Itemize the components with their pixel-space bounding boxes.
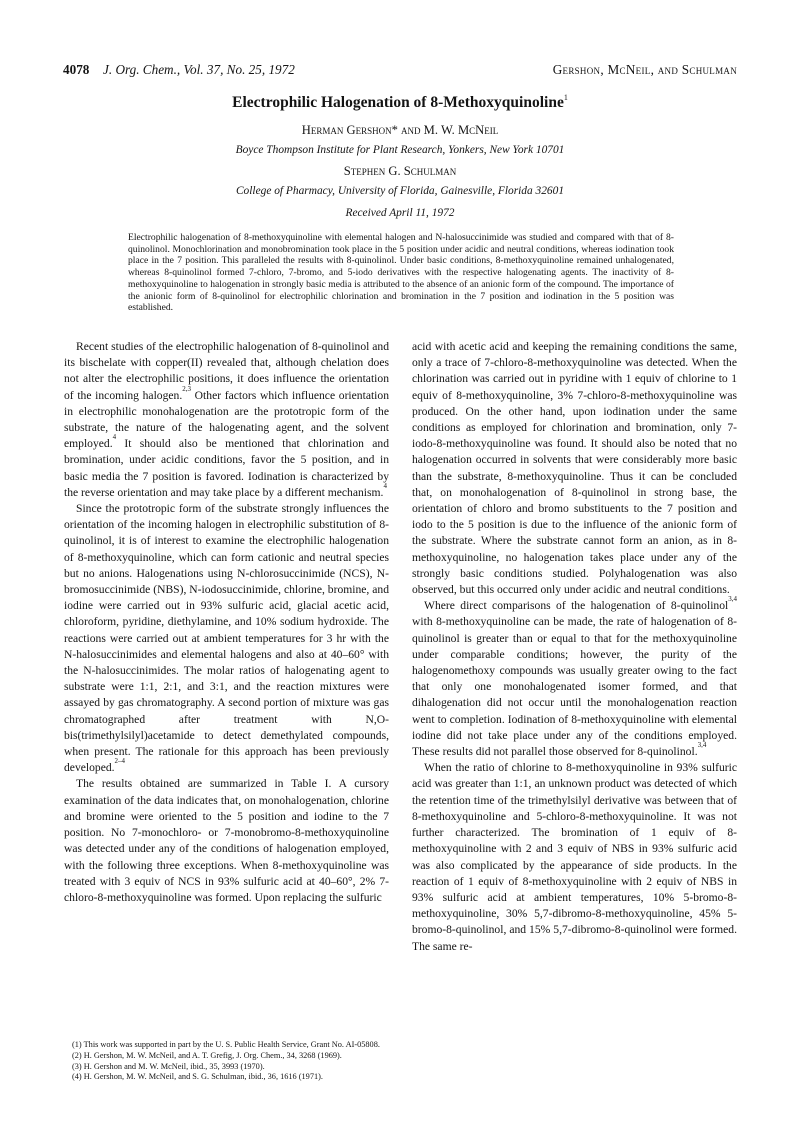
- title-footnote-mark: 1: [563, 93, 568, 102]
- affiliation-2: College of Pharmacy, University of Florida, Gainesville, Florida 32601: [235, 185, 565, 197]
- paragraph: [412, 595, 737, 760]
- abstract-text: Electrophilic halogenation of 8-methoxyquinoline with elemental halogen and N-halosuccinimide was studied and compared with that of 8-quinolinol. Monochlorination and monobromination took place in the 5 position under acidic and neutral conditions, whereas iodination took place in the 7 position. This paralleled the results with 8-quinolinol. Under basic conditions, 8-methoxyquinoline remained unhalogenated, whereas 8-quinolinol formed 7-chloro, 7-bromo, and 5-iodo derivatives with the respective halogenating agents. The inactivity of 8-methoxyquinoline to halogenation in strongly basic media is attributed to the absence of an anionic form of the compound. The importance of the anionic form of 8-quinolinol for electrophilic chlorination and bromination in the 7 position and iodination in the 5 position was established.: [128, 232, 674, 314]
- abstract: [128, 232, 674, 314]
- paragraph: [64, 501, 389, 776]
- journal-citation: J. Org. Chem., Vol. 37, No. 25, 1972: [103, 62, 295, 77]
- footnote: (2) H. Gershon, M. W. McNeil, and A. T. Grefig, J. Org. Chem., 34, 3268 (1969).: [72, 1050, 342, 1060]
- reference-mark: 2–4: [114, 757, 126, 766]
- article-title: [0, 94, 800, 112]
- reference-mark: 3,4: [728, 595, 737, 604]
- affiliation-1: Boyce Thompson Institute for Plant Research, Yonkers, New York 10701: [235, 144, 565, 156]
- text-run: Since the prototropic form of the substrate strongly influences the orientation of the incoming halogen in electrophilic substitution of 8-quinolinol, it is of interest to examine the electrophilic halogenation of 8-methoxyquinoline, which can form cationic and neutral species but no anions. Halogenations using N-chlorosuccinimide (NCS), N-bromosuccinimide (NBS), N-iodosuccinimide, chlorine, bromine, and iodine were carried out in 93% sulfuric acid, glacial acetic acid, chloroform, pyridine, diethylamine, and 10% sodium hydroxide. The reactions were carried out at ambient temperatures for 3 hr with the N-halosuccinimides and elemental halogens and also at 40–60° with the N-halosuccinimides. The molar ratios of halogenating agent to substrate were 1:1, 2:1, and 3:1, and the reaction mixtures were assayed by gas chromatography. A second portion of mixture was gas chromatographed after treatment with N,O-bis(trimethylsilyl)acetamide to detect demethylated compounds, when present. The rationale for this approach has been previously developed.: [64, 502, 389, 775]
- paragraph: [64, 339, 389, 501]
- paragraph: acid with acetic acid and keeping the remaining conditions the same, only a trace of 7-chloro-8-methoxyquinoline was detected. When the chlorination was carried out in pyridine with 1 equiv of chlorine to 1 equiv of 8-methoxyquinoline, 3% 7-chloro-8-methoxyquinoline was produced. On the other hand, upon iodination under the same conditions as employed for chlorination and bromination, only 7-iodo-8-methoxyquinoline was found. It should also be noted that no halogenation occurred in solvents that were considerably more basic than the substrate, 8-methoxyquinoline. Thus it can be concluded that, on monohalogenation of 8-quinolinol in strong base, the orientation of chloro and bromo substituents to the 7 position and iodo to the 5 position is due to the influence of the anionic form of the substrate. Where the substrate cannot form an anion, as in 8-methoxyquinoline, no halogenation takes place under any of the strongly basic conditions studied. Polyhalogenation was also observed, but this occurred only under acidic and neutral conditions.: [412, 340, 737, 597]
- authors-line-2: Stephen G. Schulman: [343, 164, 457, 178]
- right-column: [412, 339, 737, 955]
- reference-mark: 4: [383, 481, 387, 490]
- text-run: Other factors which influence orientation in electrophilic monohalogenation are the prototropic form of the substrate, the nature of the halogenating agent, and the solvent employed.: [64, 388, 389, 451]
- paragraph: When the ratio of chlorine to 8-methoxyquinoline in 93% sulfuric acid was greater than 1:1, an unknown product was detected of which the retention time of the trimethylsilyl derivative was between that of 8-methoxyquinoline and 5-chloro-8-methoxyquinoline. It was not further characterized. The bromination of 1 equiv of 8-methoxyquinoline with 2 and 3 equiv of NBS in 93% sulfuric acid was also complicated by the appearance of side products. In the reaction of 1 equiv of 8-methoxyquinoline with 2 equiv of NBS in 93% sulfuric acid at ambient temperatures, 10% 5-bromo-8-methoxyquinoline, 30% 5,7-dibromo-8-methoxyquinoline, 45% 5-bromo-8-quinolinol, and 15% 5,7-dibromo-8-quinolinol were formed. The same re-: [412, 761, 737, 953]
- footnote: (3) H. Gershon and M. W. McNeil, ibid., 35, 3993 (1970).: [72, 1061, 265, 1071]
- reference-mark: 4: [112, 433, 117, 442]
- left-column: [64, 339, 389, 906]
- footnotes: [64, 1040, 389, 1083]
- text-run: Recent studies of the electrophilic halogenation of 8-quinolinol and its bischelate with copper(II) revealed that, although chelation does not alter the electrophilic positions, it does influence the orientation of the incoming halogen.: [64, 340, 389, 402]
- footnote: (1) This work was supported in part by the U. S. Public Health Service, Grant No. AI-05808.: [72, 1040, 380, 1049]
- title-text: Electrophilic Halogenation of 8-Methoxyquinoline: [232, 94, 564, 111]
- page-header: [63, 62, 737, 82]
- text-run: with 8-methoxyquinoline can be made, the rate of halogenation of 8-quinolinol is greater than or equal to that for the methoxyquinoline under comparable conditions; however, the purity of the halogenomethoxy compounds was usually greater owing to the fact that only one monohalogenated isomer formed, and that dihalogenation did not occur until the monohalogenation reaction went to completion. Iodination of 8-methoxyquinoline with elemental iodine did not take place under any of the conditions employed. These results did not parallel those observed for 8-quinolinol.: [412, 615, 737, 759]
- reference-mark: 2,3: [182, 384, 191, 393]
- footnote: (4) H. Gershon, M. W. McNeil, and S. G. Schulman, ibid., 36, 1616 (1971).: [72, 1072, 323, 1082]
- page-number: 4078: [63, 62, 90, 77]
- text-run: Where direct comparisons of the halogenation of 8-quinolinol: [424, 599, 729, 613]
- running-authors: Gershon, McNeil, and Schulman: [552, 62, 737, 77]
- authors-line-1: Herman Gershon* and M. W. McNeil: [301, 123, 499, 137]
- received-date: Received April 11, 1972: [345, 207, 455, 219]
- paragraph: The results obtained are summarized in Table I. A cursory examination of the data indicates that, on monohalogenation, chlorine and bromine were oriented to the 5 position and iodine to the 7 position. No 7-monochloro- or 7-monobromo-8-methoxyquinoline was detected under any of the conditions of halogenation employed, with the following three exceptions. When 8-methoxyquinoline was treated with 3 equiv of NCS in 93% sulfuric acid at 40–60°, 2% 7-chloro-8-methoxyquinoline was formed. Upon replacing the sulfuric: [64, 777, 389, 904]
- text-run: It should also be mentioned that chlorination and bromination, under acidic conditions, favor the 5 position, and in basic media the 7 position is favored. Iodination is characterized by the reverse orientation and may take place by a different mechanism.: [64, 437, 389, 499]
- reference-mark: 3,4: [697, 741, 707, 750]
